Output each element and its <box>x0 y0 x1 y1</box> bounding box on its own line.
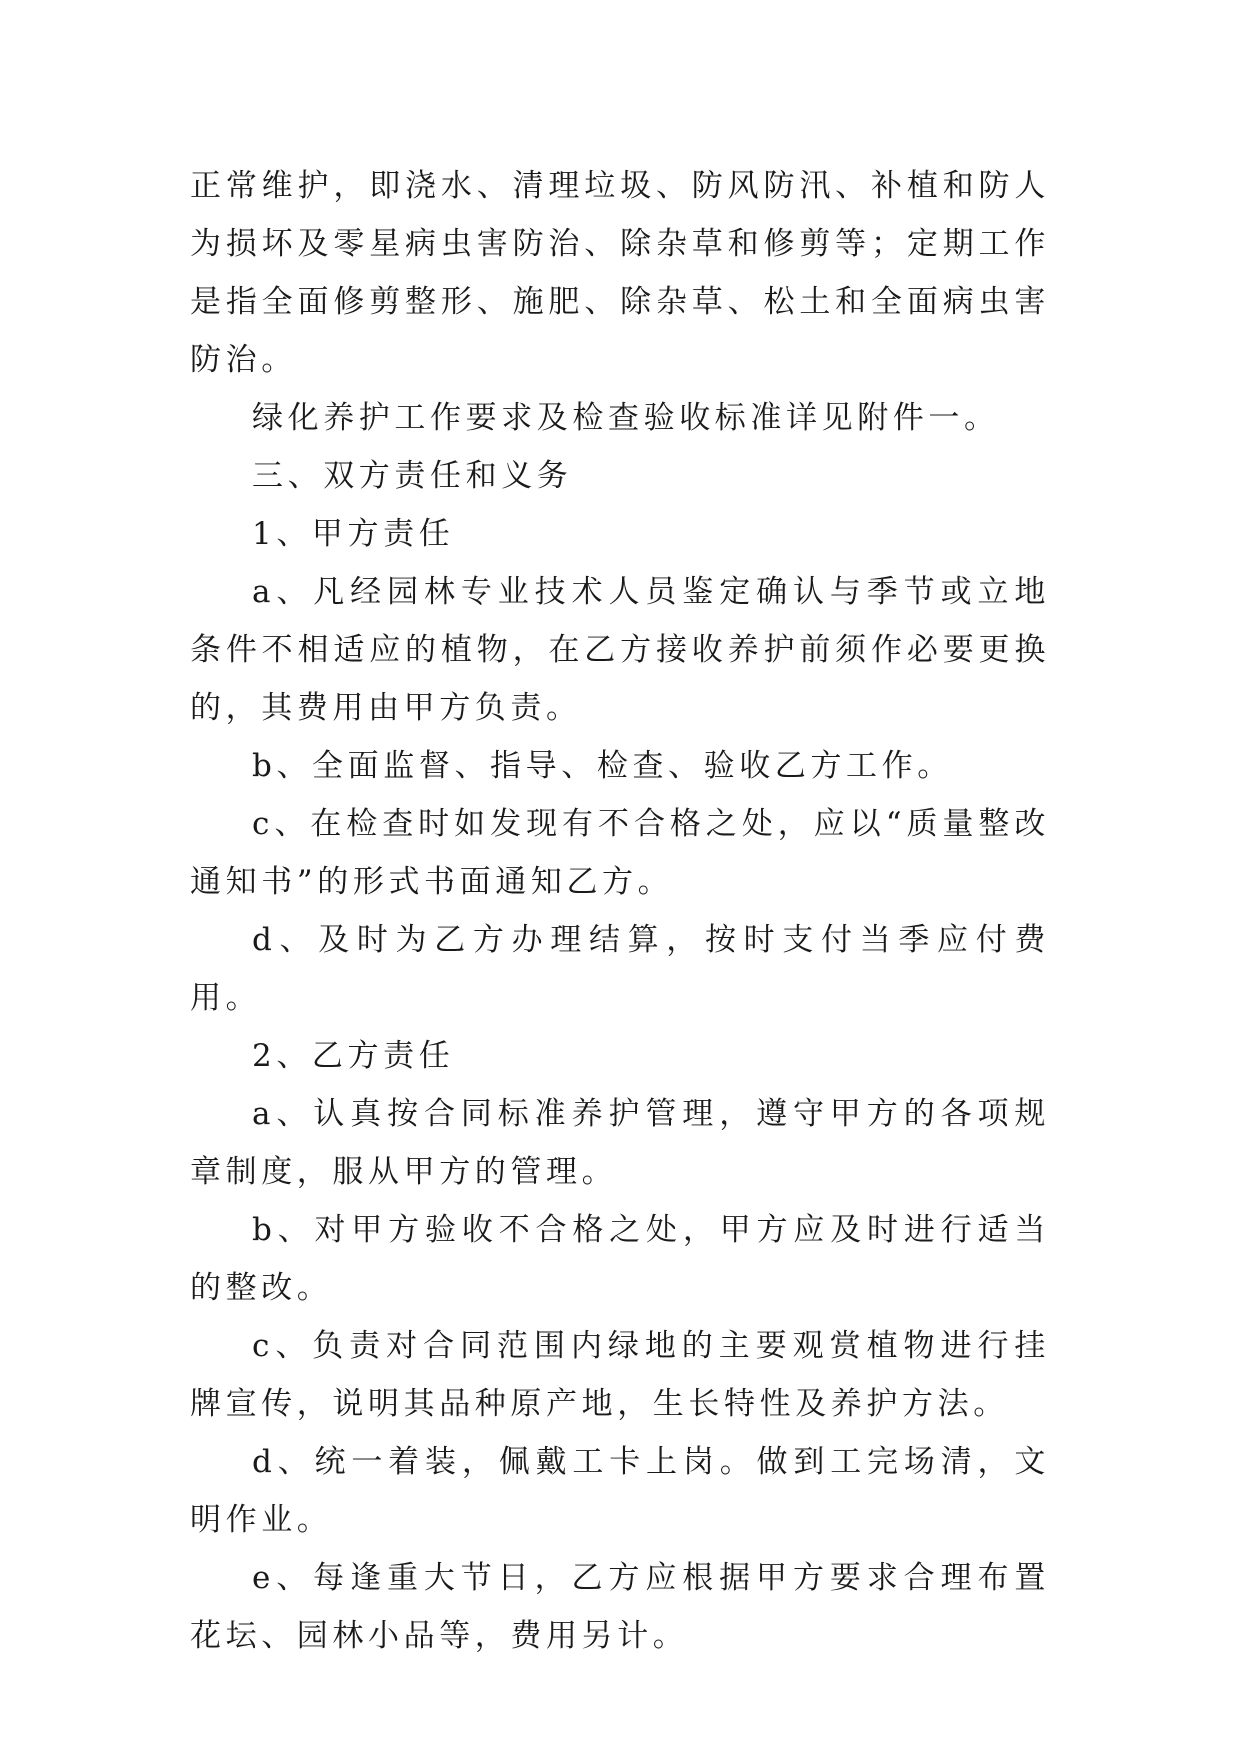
subheading-party-b: 2、乙方责任 <box>252 1038 455 1074</box>
paragraph-maintenance-definition: 正常维护，即浇水、清理垃圾、防风防汛、补植和防人为损坏及零星病虫害防治、除杂草和修剪等；定期工作是指全面修剪整形、施肥、除杂草、松土和全面病虫害防治。 <box>190 168 1050 378</box>
party-b-item-e: e、每逢重大节日，乙方应根据甲方要求合理布置花坛、园林小品等，费用另计。 <box>190 1560 1050 1654</box>
party-b-item-c: c、负责对合同范围内绿地的主要观赏植物进行挂牌宣传，说明其品种原产地，生长特性及养护方法。 <box>190 1328 1050 1422</box>
section-heading-responsibilities: 三、双方责任和义务 <box>252 458 573 494</box>
subheading-party-a: 1、甲方责任 <box>252 516 455 552</box>
party-a-item-b: b、全面监督、指导、检查、验收乙方工作。 <box>252 748 953 784</box>
party-b-item-a: a、认真按合同标准养护管理，遵守甲方的各项规章制度，服从甲方的管理。 <box>190 1096 1050 1190</box>
party-b-item-b: b、对甲方验收不合格之处，甲方应及时进行适当的整改。 <box>190 1212 1050 1306</box>
document-body <box>190 157 1050 1665</box>
party-b-item-d: d、统一着装，佩戴工卡上岗。做到工完场清，文明作业。 <box>190 1444 1050 1538</box>
party-a-item-d: d、及时为乙方办理结算，按时支付当季应付费用。 <box>190 922 1050 1016</box>
paragraph-requirements-annex: 绿化养护工作要求及检查验收标准详见附件一。 <box>252 400 1000 436</box>
party-a-item-c: c、在检查时如发现有不合格之处，应以“质量整改通知书”的形式书面通知乙方。 <box>190 806 1050 900</box>
party-a-item-a: a、凡经园林专业技术人员鉴定确认与季节或立地条件不相适应的植物，在乙方接收养护前须作必要更换的，其费用由甲方负责。 <box>190 574 1050 726</box>
